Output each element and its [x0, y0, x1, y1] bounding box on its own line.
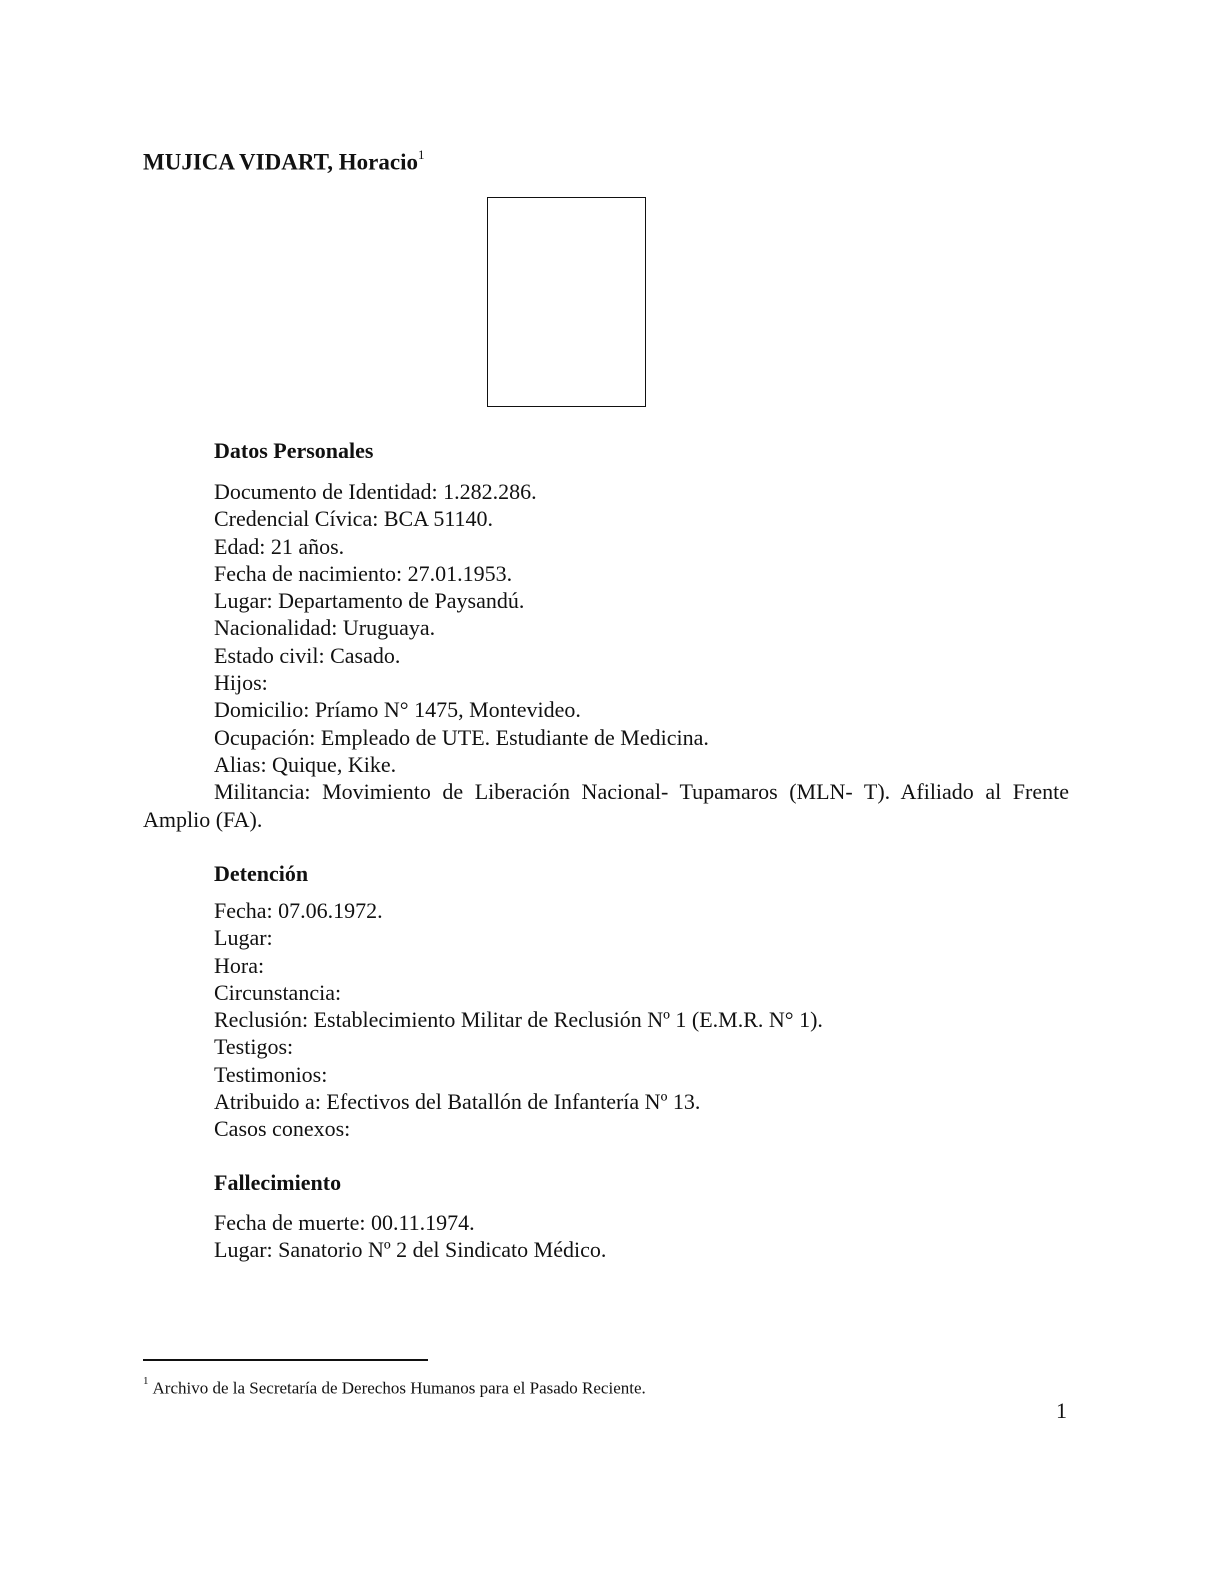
- section-heading-datos-personales: Datos Personales: [214, 438, 374, 463]
- field-lugar: Lugar: Departamento de Paysandú.: [214, 588, 525, 614]
- datos-personales-list: [214, 478, 709, 778]
- field-circunstancia: Circunstancia:: [214, 979, 342, 1005]
- footnote-divider: [143, 1359, 428, 1361]
- field-testimonios: Testimonios:: [214, 1061, 328, 1087]
- detencion-list: [214, 897, 823, 1143]
- field-casos-conexos: Casos conexos:: [214, 1116, 351, 1142]
- section-heading-detencion: Detención: [214, 861, 309, 886]
- field-estado-civil: Estado civil: Casado.: [214, 642, 401, 668]
- photo-placeholder-icon: [487, 197, 646, 407]
- field-hora: Hora:: [214, 952, 265, 978]
- field-domicilio: Domicilio: Príamo N° 1475, Montevideo.: [214, 697, 581, 723]
- section-heading-fallecimiento: Fallecimiento: [214, 1170, 342, 1195]
- field-documento: Documento de Identidad: 1.282.286.: [214, 479, 537, 504]
- field-testigos: Testigos:: [214, 1034, 294, 1060]
- field-lugar-muerte: Lugar: Sanatorio Nº 2 del Sindicato Médico.: [214, 1237, 607, 1263]
- footnote-number: 1: [143, 1375, 149, 1387]
- field-credencial: Credencial Cívica: BCA 51140.: [214, 506, 494, 532]
- fallecimiento-list: [214, 1209, 606, 1264]
- field-fecha-detencion: Fecha: 07.06.1972.: [214, 898, 383, 923]
- footnote-text: Archivo de la Secretaría de Derechos Humanos para el Pasado Reciente.: [152, 1378, 646, 1398]
- field-ocupacion: Ocupación: Empleado de UTE. Estudiante de Medicina.: [214, 724, 709, 750]
- field-nacionalidad: Nacionalidad: Uruguaya.: [214, 615, 436, 641]
- page-number: 1: [1056, 1398, 1067, 1423]
- field-lugar-detencion: Lugar:: [214, 925, 273, 951]
- person-name: MUJICA VIDART, Horacio: [143, 149, 418, 175]
- field-militancia: Militancia: Movimiento de Liberación Nacional- Tupamaros (MLN- T). Afiliado al Frente Amplio (FA).: [143, 779, 1069, 832]
- field-edad: Edad: 21 años.: [214, 533, 345, 559]
- field-fecha-nacimiento: Fecha de nacimiento: 27.01.1953.: [214, 560, 513, 586]
- title-footnote-marker: 1: [417, 147, 425, 162]
- field-alias: Alias: Quique, Kike.: [214, 751, 397, 777]
- field-fecha-muerte: Fecha de muerte: 00.11.1974.: [214, 1210, 475, 1235]
- field-atribuido-a: Atribuido a: Efectivos del Batallón de Infantería Nº 13.: [214, 1089, 701, 1115]
- field-reclusion: Reclusión: Establecimiento Militar de Reclusión Nº 1 (E.M.R. N° 1).: [214, 1007, 823, 1033]
- page-title: [143, 141, 424, 179]
- field-hijos: Hijos:: [214, 670, 268, 696]
- footnote: [143, 1373, 646, 1400]
